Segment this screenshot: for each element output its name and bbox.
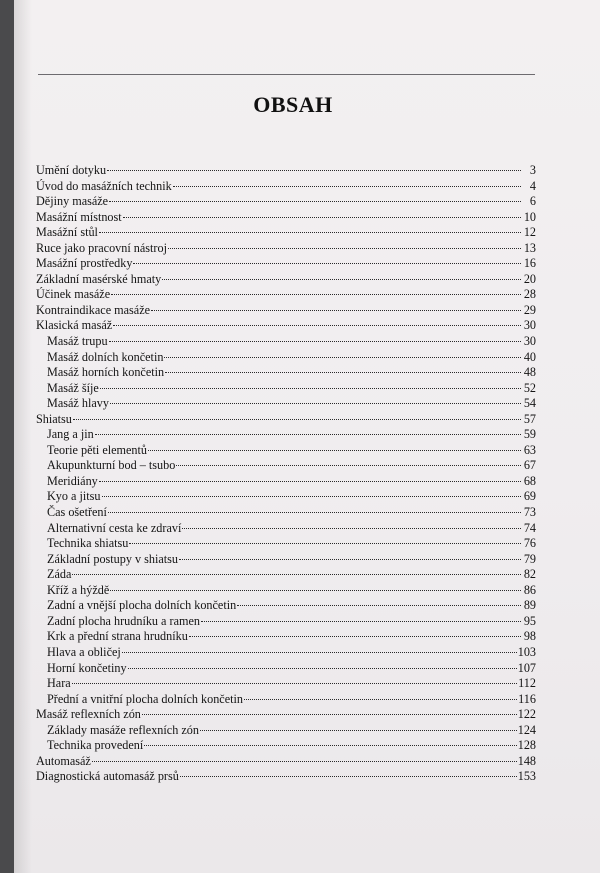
toc-leader-dots [128, 667, 517, 669]
toc-entry-label: Masáž dolních končetin [47, 349, 164, 364]
toc-leader-dots [108, 511, 521, 513]
toc-entry [36, 723, 536, 739]
toc-leader-dots [72, 682, 517, 684]
toc-entry [36, 272, 536, 288]
toc-entry-page-number: 98 [523, 629, 536, 644]
toc-entry-label: Čas ošetření [47, 505, 107, 520]
toc-entry-page-number: 112 [518, 676, 536, 691]
toc-entry [36, 179, 536, 195]
toc-entry [36, 256, 536, 272]
toc-leader-dots [173, 185, 521, 187]
toc-entry-label: Masážní stůl [36, 225, 98, 240]
toc-entry [36, 489, 536, 505]
toc-leader-dots [164, 356, 521, 358]
toc-entry-label: Automasáž [36, 753, 91, 768]
toc-entry-label: Přední a vnitřní plocha dolních končetin [47, 691, 243, 706]
toc-entry [36, 303, 536, 319]
toc-entry-label: Masáž horních končetin [47, 365, 165, 380]
toc-leader-dots [109, 340, 521, 342]
table-of-contents [36, 163, 536, 785]
toc-entry [36, 567, 536, 583]
page-binding-shadow [14, 0, 32, 873]
toc-leader-dots [133, 262, 521, 264]
toc-leader-dots [123, 216, 521, 218]
toc-entry [36, 412, 536, 428]
toc-entry [36, 738, 536, 754]
toc-entry [36, 629, 536, 645]
toc-leader-dots [237, 604, 521, 606]
toc-entry [36, 458, 536, 474]
toc-entry-label: Kyo a jitsu [47, 489, 101, 504]
toc-entry [36, 381, 536, 397]
toc-leader-dots [99, 480, 521, 482]
toc-entry [36, 614, 536, 630]
toc-leader-dots [110, 402, 521, 404]
toc-entry-page-number: 4 [529, 178, 536, 193]
toc-leader-dots [129, 542, 521, 544]
toc-entry-label: Úvod do masážních technik [36, 178, 172, 193]
toc-entry-label: Technika shiatsu [47, 536, 129, 551]
toc-entry-label: Masáž reflexních zón [36, 707, 141, 722]
toc-entry-page-number: 89 [523, 598, 536, 613]
toc-entry-label: Kontraindikace masáže [36, 302, 151, 317]
toc-entry-label: Dějiny masáže [36, 194, 109, 209]
toc-entry [36, 536, 536, 552]
toc-leader-dots [244, 698, 517, 700]
page-title: OBSAH [253, 92, 333, 117]
toc-leader-dots [189, 635, 521, 637]
toc-leader-dots [73, 418, 521, 420]
toc-leader-dots [100, 387, 521, 389]
toc-entry-label: Záda [47, 567, 72, 582]
toc-entry-label: Masáž trupu [47, 334, 108, 349]
toc-entry-label: Masáž hlavy [47, 396, 109, 411]
toc-entry-page-number: 116 [518, 691, 536, 706]
toc-entry [36, 754, 536, 770]
toc-entry-page-number: 57 [523, 411, 536, 426]
toc-entry-page-number: 67 [523, 458, 536, 473]
toc-entry [36, 598, 536, 614]
toc-leader-dots [165, 371, 521, 373]
toc-leader-dots [182, 527, 521, 529]
toc-entry-label: Shiatsu [36, 411, 72, 426]
toc-entry-label: Hara [47, 676, 71, 691]
toc-entry-label: Akupunkturní bod – tsubo [47, 458, 176, 473]
toc-entry-label: Kříž a hýždě [47, 582, 110, 597]
toc-entry [36, 194, 536, 210]
toc-entry-page-number: 13 [523, 240, 536, 255]
toc-entry-label: Zadní a vnější plocha dolních končetin [47, 598, 237, 613]
toc-entry [36, 241, 536, 257]
toc-leader-dots [201, 620, 521, 622]
toc-entry [36, 661, 536, 677]
toc-entry [36, 210, 536, 226]
toc-entry [36, 552, 536, 568]
header-rule [38, 74, 535, 75]
toc-leader-dots [109, 200, 521, 202]
toc-leader-dots [107, 169, 521, 171]
toc-leader-dots [168, 247, 521, 249]
toc-entry-page-number: 122 [517, 707, 536, 722]
toc-entry-page-number: 128 [517, 738, 536, 753]
toc-leader-dots [113, 324, 521, 326]
toc-entry-page-number: 16 [523, 256, 536, 271]
toc-entry-label: Zadní plocha hrudníku a ramen [47, 613, 200, 628]
toc-entry [36, 769, 536, 785]
toc-entry [36, 645, 536, 661]
toc-leader-dots [99, 231, 521, 233]
toc-leader-dots [162, 278, 521, 280]
toc-leader-dots [72, 573, 521, 575]
toc-entry-page-number: 107 [517, 660, 536, 675]
toc-entry [36, 427, 536, 443]
toc-entry [36, 163, 536, 179]
toc-entry-page-number: 95 [523, 613, 536, 628]
toc-leader-dots [144, 744, 516, 746]
toc-leader-dots [176, 464, 521, 466]
toc-entry-label: Technika provedení [47, 738, 144, 753]
toc-entry-label: Základní masérské hmaty [36, 271, 162, 286]
toc-entry [36, 692, 536, 708]
toc-entry-page-number: 6 [529, 194, 536, 209]
toc-entry [36, 707, 536, 723]
toc-entry [36, 318, 536, 334]
toc-entry-page-number: 82 [523, 567, 536, 582]
toc-leader-dots [102, 495, 522, 497]
toc-leader-dots [111, 293, 521, 295]
toc-leader-dots [200, 729, 517, 731]
toc-leader-dots [142, 713, 517, 715]
toc-leader-dots [110, 589, 521, 591]
toc-entry-page-number: 153 [517, 769, 536, 784]
toc-entry-page-number: 30 [523, 318, 536, 333]
toc-entry-page-number: 3 [529, 163, 536, 177]
toc-entry-page-number: 73 [523, 505, 536, 520]
toc-entry-label: Teorie pěti elementů [47, 442, 147, 457]
toc-entry-page-number: 76 [523, 536, 536, 551]
toc-entry [36, 334, 536, 350]
toc-entry [36, 287, 536, 303]
toc-leader-dots [122, 651, 517, 653]
toc-entry [36, 505, 536, 521]
toc-entry [36, 365, 536, 381]
toc-entry-label: Masážní místnost [36, 209, 122, 224]
toc-leader-dots [92, 760, 517, 762]
toc-entry-label: Krk a přední strana hrudníku [47, 629, 188, 644]
toc-entry-label: Alternativní cesta ke zdraví [47, 520, 182, 535]
toc-entry-page-number: 28 [523, 287, 536, 302]
toc-entry-page-number: 79 [523, 551, 536, 566]
toc-entry-page-number: 63 [523, 442, 536, 457]
toc-entry-label: Klasická masáž [36, 318, 113, 333]
toc-entry-page-number: 10 [523, 209, 536, 224]
toc-entry-label: Umění dotyku [36, 163, 107, 177]
toc-entry [36, 521, 536, 537]
toc-entry-page-number: 124 [517, 722, 536, 737]
toc-entry-page-number: 40 [523, 349, 536, 364]
toc-entry-label: Hlava a obličej [47, 644, 121, 659]
toc-entry-label: Základy masáže reflexních zón [47, 722, 199, 737]
toc-leader-dots [151, 309, 521, 311]
toc-entry-label: Základní postupy v shiatsu [47, 551, 179, 566]
toc-entry-label: Diagnostická automasáž prsů [36, 769, 179, 784]
toc-entry-label: Horní končetiny [47, 660, 127, 675]
toc-entry [36, 350, 536, 366]
toc-entry-page-number: 48 [523, 365, 536, 380]
toc-entry-label: Masážní prostředky [36, 256, 133, 271]
toc-leader-dots [95, 433, 521, 435]
toc-leader-dots [180, 775, 517, 777]
toc-entry [36, 225, 536, 241]
toc-entry-label: Meridiány [47, 473, 98, 488]
toc-entry-page-number: 103 [517, 644, 536, 659]
toc-entry [36, 676, 536, 692]
toc-leader-dots [179, 558, 521, 560]
toc-entry [36, 396, 536, 412]
toc-entry-page-number: 59 [523, 427, 536, 442]
toc-entry-label: Jang a jin [47, 427, 94, 442]
toc-entry-page-number: 74 [523, 520, 536, 535]
toc-entry-page-number: 12 [523, 225, 536, 240]
toc-entry [36, 583, 536, 599]
toc-entry-page-number: 68 [523, 473, 536, 488]
toc-entry-page-number: 148 [517, 753, 536, 768]
toc-entry-page-number: 30 [523, 334, 536, 349]
toc-entry-label: Masáž šíje [47, 380, 99, 395]
toc-entry [36, 443, 536, 459]
toc-entry [36, 474, 536, 490]
toc-entry-page-number: 54 [523, 396, 536, 411]
toc-entry-page-number: 29 [523, 302, 536, 317]
toc-leader-dots [148, 449, 521, 451]
toc-entry-page-number: 69 [523, 489, 536, 504]
toc-entry-label: Ruce jako pracovní nástroj [36, 240, 167, 255]
toc-entry-page-number: 20 [523, 271, 536, 286]
toc-entry-label: Účinek masáže [36, 287, 111, 302]
toc-entry-page-number: 86 [523, 582, 536, 597]
toc-entry-page-number: 52 [523, 380, 536, 395]
